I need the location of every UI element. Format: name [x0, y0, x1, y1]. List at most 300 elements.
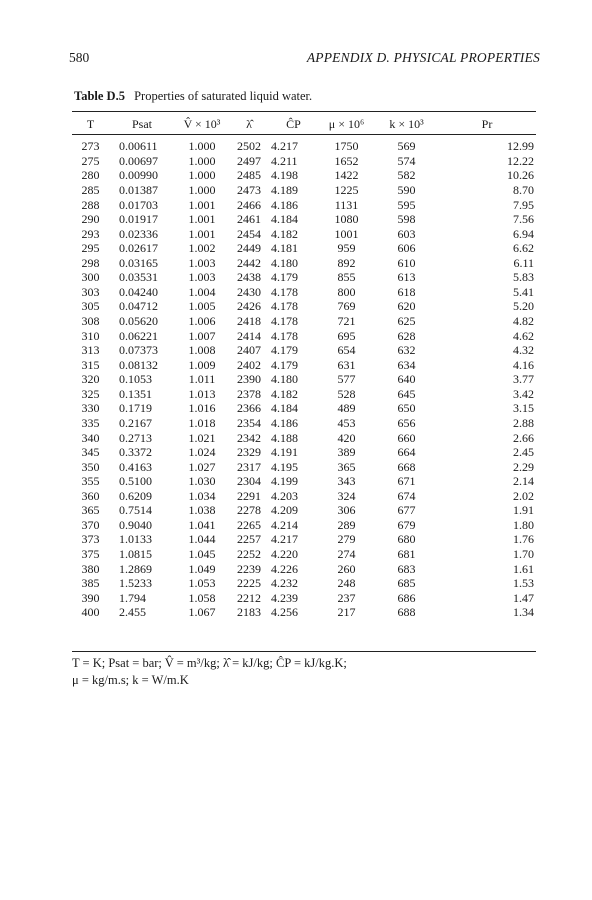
- cell-viscosity: 1131: [334, 197, 359, 212]
- cell-temperature: 380: [81, 561, 100, 576]
- table-row: [72, 590, 536, 605]
- cell-pressure: 0.03531: [119, 270, 158, 285]
- cell-prandtl: 7.95: [513, 197, 534, 212]
- cell-specific-volume: 1.038: [188, 503, 216, 518]
- cell-temperature: 350: [81, 459, 100, 474]
- table-row: [72, 532, 536, 547]
- table-row: [72, 328, 536, 343]
- cell-conductivity: 595: [397, 197, 416, 212]
- cell-viscosity: 343: [337, 474, 356, 489]
- cell-temperature: 293: [81, 226, 100, 241]
- cell-temperature: 298: [81, 255, 100, 270]
- cell-prandtl: 1.70: [513, 547, 534, 562]
- cell-conductivity: 683: [397, 561, 416, 576]
- cell-temperature: 373: [81, 532, 100, 547]
- cell-temperature: 335: [81, 415, 100, 430]
- cell-conductivity: 603: [397, 226, 416, 241]
- cell-specific-volume: 1.018: [188, 415, 216, 430]
- cell-prandtl: 4.16: [513, 357, 534, 372]
- cell-latent-heat: 2329: [237, 445, 261, 460]
- cell-prandtl: 1.53: [513, 576, 534, 591]
- table-row: [72, 576, 536, 591]
- table-row: [72, 561, 536, 576]
- cell-specific-volume: 1.024: [188, 445, 216, 460]
- table-row: [72, 445, 536, 460]
- cell-heat-capacity: 4.203: [271, 488, 298, 503]
- cell-latent-heat: 2426: [237, 299, 261, 314]
- cell-conductivity: 613: [397, 270, 416, 285]
- cell-pressure: 0.04712: [119, 299, 158, 314]
- cell-viscosity: 489: [337, 401, 356, 416]
- cell-conductivity: 582: [397, 168, 416, 183]
- cell-latent-heat: 2291: [237, 488, 261, 503]
- cell-latent-heat: 2183: [237, 605, 261, 620]
- cell-latent-heat: 2497: [237, 153, 261, 168]
- cell-viscosity: 654: [337, 343, 356, 358]
- cell-temperature: 303: [81, 284, 100, 299]
- cell-heat-capacity: 4.179: [271, 343, 298, 358]
- cell-specific-volume: 1.004: [188, 284, 216, 299]
- cell-viscosity: 1422: [334, 168, 359, 183]
- column-header-latent-heat: λ̂: [246, 116, 252, 131]
- cell-prandtl: 3.42: [513, 386, 534, 401]
- cell-latent-heat: 2502: [237, 139, 261, 154]
- cell-latent-heat: 2257: [237, 532, 261, 547]
- cell-heat-capacity: 4.179: [271, 357, 298, 372]
- table-row: [72, 270, 536, 285]
- cell-temperature: 288: [81, 197, 100, 212]
- cell-conductivity: 598: [397, 212, 416, 227]
- cell-heat-capacity: 4.189: [271, 182, 298, 197]
- table-row: [72, 343, 536, 358]
- cell-latent-heat: 2265: [237, 517, 261, 532]
- table-row: [72, 226, 536, 241]
- table-title: Properties of saturated liquid water.: [134, 89, 313, 103]
- table-row: [72, 518, 536, 533]
- cell-conductivity: 681: [397, 547, 416, 562]
- cell-heat-capacity: 4.186: [271, 415, 298, 430]
- table-header-row: [72, 116, 536, 135]
- cell-pressure: 1.0133: [119, 532, 152, 547]
- table-row: [72, 401, 536, 416]
- cell-specific-volume: 1.053: [188, 576, 216, 591]
- cell-temperature: 370: [81, 517, 100, 532]
- cell-viscosity: 631: [337, 357, 356, 372]
- cell-heat-capacity: 4.178: [271, 299, 298, 314]
- table-label: Table D.5: [74, 89, 125, 103]
- table-bottom-rule: [72, 651, 536, 652]
- cell-specific-volume: 1.001: [188, 226, 216, 241]
- cell-latent-heat: 2252: [237, 547, 261, 562]
- cell-prandtl: 6.11: [513, 255, 534, 270]
- cell-viscosity: 289: [337, 517, 356, 532]
- cell-pressure: 0.5100: [119, 474, 152, 489]
- cell-heat-capacity: 4.211: [271, 153, 298, 168]
- cell-pressure: 0.00611: [119, 139, 158, 154]
- cell-specific-volume: 1.011: [188, 372, 216, 387]
- cell-prandtl: 4.32: [513, 343, 534, 358]
- cell-conductivity: 628: [397, 328, 416, 343]
- cell-heat-capacity: 4.186: [271, 197, 298, 212]
- page-number: 580: [69, 50, 90, 65]
- table-body: [72, 135, 536, 620]
- cell-heat-capacity: 4.214: [271, 517, 298, 532]
- cell-prandtl: 12.22: [507, 153, 534, 168]
- cell-viscosity: 769: [337, 299, 356, 314]
- cell-specific-volume: 1.005: [188, 299, 216, 314]
- cell-prandtl: 10.26: [507, 168, 534, 183]
- cell-pressure: 1.5233: [119, 576, 152, 591]
- column-header-pressure: Psat: [131, 116, 152, 131]
- cell-pressure: 0.7514: [119, 503, 152, 518]
- cell-conductivity: 590: [397, 182, 416, 197]
- cell-pressure: 0.9040: [119, 517, 152, 532]
- cell-viscosity: 248: [337, 576, 356, 591]
- cell-conductivity: 610: [397, 255, 416, 270]
- cell-prandtl: 3.15: [513, 401, 534, 416]
- table-row: [72, 416, 536, 431]
- table-row: [72, 183, 536, 198]
- cell-conductivity: 650: [397, 401, 416, 416]
- table-row: [72, 256, 536, 271]
- cell-viscosity: 260: [337, 561, 356, 576]
- table-row: [72, 430, 536, 445]
- cell-conductivity: 677: [397, 503, 416, 518]
- cell-conductivity: 640: [397, 372, 416, 387]
- cell-conductivity: 634: [397, 357, 416, 372]
- cell-latent-heat: 2461: [237, 212, 261, 227]
- cell-temperature: 285: [81, 182, 100, 197]
- cell-pressure: 0.07373: [119, 343, 158, 358]
- cell-prandtl: 12.99: [507, 139, 534, 154]
- cell-temperature: 273: [81, 139, 100, 154]
- cell-latent-heat: 2442: [237, 255, 261, 270]
- cell-latent-heat: 2418: [237, 314, 261, 329]
- cell-latent-heat: 2407: [237, 343, 261, 358]
- cell-heat-capacity: 4.195: [271, 459, 298, 474]
- cell-pressure: 0.3372: [119, 445, 152, 460]
- cell-pressure: 0.1351: [119, 386, 152, 401]
- cell-temperature: 375: [81, 547, 100, 562]
- cell-temperature: 390: [81, 590, 100, 605]
- cell-viscosity: 1225: [334, 182, 359, 197]
- cell-latent-heat: 2378: [237, 386, 261, 401]
- cell-pressure: 0.2167: [119, 415, 152, 430]
- cell-prandtl: 6.62: [513, 241, 534, 256]
- cell-heat-capacity: 4.199: [271, 474, 298, 489]
- cell-prandtl: 3.77: [513, 372, 534, 387]
- cell-latent-heat: 2317: [237, 459, 261, 474]
- table-row: [72, 212, 536, 227]
- cell-pressure: 1.2869: [119, 561, 152, 576]
- cell-specific-volume: 1.001: [188, 197, 216, 212]
- cell-latent-heat: 2239: [237, 561, 261, 576]
- table-row: [72, 489, 536, 504]
- units-note: [72, 655, 347, 689]
- cell-prandtl: 5.41: [513, 284, 534, 299]
- cell-heat-capacity: 4.178: [271, 284, 298, 299]
- table-caption: [74, 89, 312, 104]
- cell-specific-volume: 1.045: [188, 547, 216, 562]
- cell-temperature: 385: [81, 576, 100, 591]
- cell-temperature: 325: [81, 386, 100, 401]
- cell-heat-capacity: 4.226: [271, 561, 298, 576]
- cell-heat-capacity: 4.209: [271, 503, 298, 518]
- cell-temperature: 275: [81, 153, 100, 168]
- cell-specific-volume: 1.002: [188, 241, 216, 256]
- cell-conductivity: 618: [397, 284, 416, 299]
- cell-conductivity: 569: [397, 139, 416, 154]
- cell-latent-heat: 2454: [237, 226, 261, 241]
- cell-temperature: 400: [81, 605, 100, 620]
- cell-specific-volume: 1.067: [188, 605, 216, 620]
- cell-conductivity: 632: [397, 343, 416, 358]
- cell-prandtl: 2.14: [513, 474, 534, 489]
- cell-heat-capacity: 4.184: [271, 401, 298, 416]
- units-line-2: μ = kg/m.s; k = W/m.K: [72, 673, 189, 687]
- cell-prandtl: 2.45: [513, 445, 534, 460]
- cell-pressure: 0.1719: [119, 401, 152, 416]
- cell-specific-volume: 1.013: [188, 386, 216, 401]
- cell-conductivity: 680: [397, 532, 416, 547]
- cell-heat-capacity: 4.178: [271, 328, 298, 343]
- cell-latent-heat: 2342: [237, 430, 261, 445]
- cell-temperature: 355: [81, 474, 100, 489]
- cell-heat-capacity: 4.184: [271, 212, 298, 227]
- cell-specific-volume: 1.049: [188, 561, 216, 576]
- cell-conductivity: 660: [397, 430, 416, 445]
- cell-heat-capacity: 4.182: [271, 386, 298, 401]
- cell-conductivity: 686: [397, 590, 416, 605]
- cell-viscosity: 892: [337, 255, 356, 270]
- cell-viscosity: 1750: [334, 139, 359, 154]
- cell-viscosity: 274: [337, 547, 356, 562]
- cell-pressure: 0.06221: [119, 328, 158, 343]
- cell-pressure: 0.08132: [119, 357, 158, 372]
- table-row: [72, 285, 536, 300]
- cell-temperature: 290: [81, 212, 100, 227]
- cell-conductivity: 679: [397, 517, 416, 532]
- cell-latent-heat: 2390: [237, 372, 261, 387]
- cell-specific-volume: 1.030: [188, 474, 216, 489]
- table-row: [72, 135, 536, 154]
- cell-latent-heat: 2402: [237, 357, 261, 372]
- cell-heat-capacity: 4.217: [271, 532, 298, 547]
- cell-conductivity: 674: [397, 488, 416, 503]
- cell-viscosity: 721: [337, 314, 356, 329]
- cell-specific-volume: 1.003: [188, 255, 216, 270]
- cell-viscosity: 365: [337, 459, 356, 474]
- column-header-temperature: T: [86, 116, 95, 131]
- cell-viscosity: 420: [337, 430, 356, 445]
- table-row: [72, 314, 536, 329]
- cell-latent-heat: 2304: [237, 474, 261, 489]
- table-top-rule: [72, 111, 536, 112]
- cell-temperature: 313: [81, 343, 100, 358]
- cell-temperature: 310: [81, 328, 100, 343]
- table-row: [72, 154, 536, 169]
- table-row: [72, 547, 536, 562]
- cell-latent-heat: 2466: [237, 197, 261, 212]
- cell-prandtl: 1.34: [513, 605, 534, 620]
- cell-latent-heat: 2212: [237, 590, 261, 605]
- cell-heat-capacity: 4.178: [271, 314, 298, 329]
- cell-pressure: 0.1053: [119, 372, 152, 387]
- cell-latent-heat: 2225: [237, 576, 261, 591]
- cell-conductivity: 668: [397, 459, 416, 474]
- cell-prandtl: 1.47: [513, 590, 534, 605]
- cell-prandtl: 6.94: [513, 226, 534, 241]
- table-row: [72, 357, 536, 372]
- cell-viscosity: 389: [337, 445, 356, 460]
- column-header-viscosity: μ × 10⁶: [328, 116, 365, 131]
- cell-specific-volume: 1.000: [188, 168, 216, 183]
- cell-prandtl: 2.02: [513, 488, 534, 503]
- properties-table: [72, 116, 536, 620]
- cell-pressure: 0.00990: [119, 168, 158, 183]
- cell-latent-heat: 2414: [237, 328, 261, 343]
- cell-prandtl: 4.82: [513, 314, 534, 329]
- cell-specific-volume: 1.000: [188, 153, 216, 168]
- cell-specific-volume: 1.008: [188, 343, 216, 358]
- column-header-specific-volume: V̂ × 10³: [183, 116, 221, 131]
- cell-conductivity: 664: [397, 445, 416, 460]
- table-row: [72, 299, 536, 314]
- cell-conductivity: 606: [397, 241, 416, 256]
- cell-heat-capacity: 4.198: [271, 168, 298, 183]
- cell-pressure: 0.04240: [119, 284, 158, 299]
- cell-viscosity: 695: [337, 328, 356, 343]
- cell-heat-capacity: 4.256: [271, 605, 298, 620]
- cell-viscosity: 855: [337, 270, 356, 285]
- cell-prandtl: 5.20: [513, 299, 534, 314]
- table-row: [72, 474, 536, 489]
- cell-pressure: 2.455: [119, 605, 146, 620]
- cell-specific-volume: 1.016: [188, 401, 216, 416]
- running-head: APPENDIX D. PHYSICAL PROPERTIES: [306, 50, 540, 65]
- cell-specific-volume: 1.000: [188, 182, 216, 197]
- cell-heat-capacity: 4.191: [271, 445, 298, 460]
- table-row: [72, 372, 536, 387]
- cell-viscosity: 237: [337, 590, 356, 605]
- cell-temperature: 295: [81, 241, 100, 256]
- cell-latent-heat: 2485: [237, 168, 261, 183]
- table-row: [72, 168, 536, 183]
- cell-conductivity: 688: [397, 605, 416, 620]
- cell-latent-heat: 2354: [237, 415, 261, 430]
- cell-latent-heat: 2366: [237, 401, 261, 416]
- cell-specific-volume: 1.021: [188, 430, 216, 445]
- cell-specific-volume: 1.000: [188, 139, 216, 154]
- table-row: [72, 241, 536, 256]
- cell-conductivity: 685: [397, 576, 416, 591]
- cell-viscosity: 453: [337, 415, 356, 430]
- cell-temperature: 330: [81, 401, 100, 416]
- cell-viscosity: 279: [337, 532, 356, 547]
- cell-pressure: 1.0815: [119, 547, 152, 562]
- cell-prandtl: 4.62: [513, 328, 534, 343]
- cell-latent-heat: 2438: [237, 270, 261, 285]
- cell-specific-volume: 1.058: [188, 590, 216, 605]
- cell-heat-capacity: 4.181: [271, 241, 298, 256]
- cell-viscosity: 1652: [334, 153, 359, 168]
- cell-specific-volume: 1.006: [188, 314, 216, 329]
- cell-pressure: 1.794: [119, 590, 146, 605]
- units-line-1: T = K; Psat = bar; V̂ = m³/kg; λ̂ = kJ/kg; ĈP = kJ/kg.K;: [72, 656, 347, 670]
- cell-conductivity: 645: [397, 386, 416, 401]
- cell-latent-heat: 2278: [237, 503, 261, 518]
- cell-viscosity: 577: [337, 372, 356, 387]
- cell-specific-volume: 1.003: [188, 270, 216, 285]
- table-row: [72, 605, 536, 620]
- cell-pressure: 0.05620: [119, 314, 158, 329]
- cell-prandtl: 8.70: [513, 182, 534, 197]
- column-header-conductivity: k × 10³: [389, 116, 424, 131]
- column-header-heat-capacity: ĈP: [286, 116, 301, 131]
- cell-heat-capacity: 4.239: [271, 590, 298, 605]
- cell-viscosity: 306: [337, 503, 356, 518]
- cell-pressure: 0.4163: [119, 459, 152, 474]
- column-header-prandtl: Pr: [481, 116, 493, 131]
- cell-viscosity: 1080: [334, 212, 359, 227]
- cell-prandtl: 1.80: [513, 517, 534, 532]
- cell-viscosity: 1001: [334, 226, 359, 241]
- cell-pressure: 0.01703: [119, 197, 158, 212]
- cell-temperature: 365: [81, 503, 100, 518]
- cell-temperature: 360: [81, 488, 100, 503]
- cell-temperature: 280: [81, 168, 100, 183]
- cell-viscosity: 800: [337, 284, 356, 299]
- cell-heat-capacity: 4.182: [271, 226, 298, 241]
- cell-specific-volume: 1.044: [188, 532, 216, 547]
- cell-heat-capacity: 4.179: [271, 270, 298, 285]
- cell-pressure: 0.01387: [119, 182, 158, 197]
- cell-conductivity: 671: [397, 474, 416, 489]
- table-row: [72, 503, 536, 518]
- cell-pressure: 0.02336: [119, 226, 158, 241]
- cell-temperature: 315: [81, 357, 100, 372]
- cell-prandtl: 5.83: [513, 270, 534, 285]
- cell-specific-volume: 1.007: [188, 328, 216, 343]
- cell-prandtl: 1.76: [513, 532, 534, 547]
- table-row: [72, 197, 536, 212]
- cell-specific-volume: 1.027: [188, 459, 216, 474]
- cell-heat-capacity: 4.232: [271, 576, 298, 591]
- cell-specific-volume: 1.009: [188, 357, 216, 372]
- cell-temperature: 340: [81, 430, 100, 445]
- cell-temperature: 345: [81, 445, 100, 460]
- cell-heat-capacity: 4.188: [271, 430, 298, 445]
- cell-viscosity: 217: [337, 605, 356, 620]
- cell-conductivity: 625: [397, 314, 416, 329]
- cell-pressure: 0.00697: [119, 153, 158, 168]
- cell-heat-capacity: 4.220: [271, 547, 298, 562]
- cell-specific-volume: 1.034: [188, 488, 216, 503]
- cell-pressure: 0.02617: [119, 241, 158, 256]
- cell-latent-heat: 2430: [237, 284, 261, 299]
- table-row: [72, 387, 536, 402]
- cell-pressure: 0.2713: [119, 430, 152, 445]
- cell-prandtl: 2.88: [513, 415, 534, 430]
- cell-heat-capacity: 4.180: [271, 255, 298, 270]
- cell-latent-heat: 2473: [237, 182, 261, 197]
- cell-prandtl: 1.61: [513, 561, 534, 576]
- cell-specific-volume: 1.041: [188, 517, 216, 532]
- cell-temperature: 305: [81, 299, 100, 314]
- cell-conductivity: 620: [397, 299, 416, 314]
- cell-viscosity: 324: [337, 488, 356, 503]
- cell-viscosity: 528: [337, 386, 356, 401]
